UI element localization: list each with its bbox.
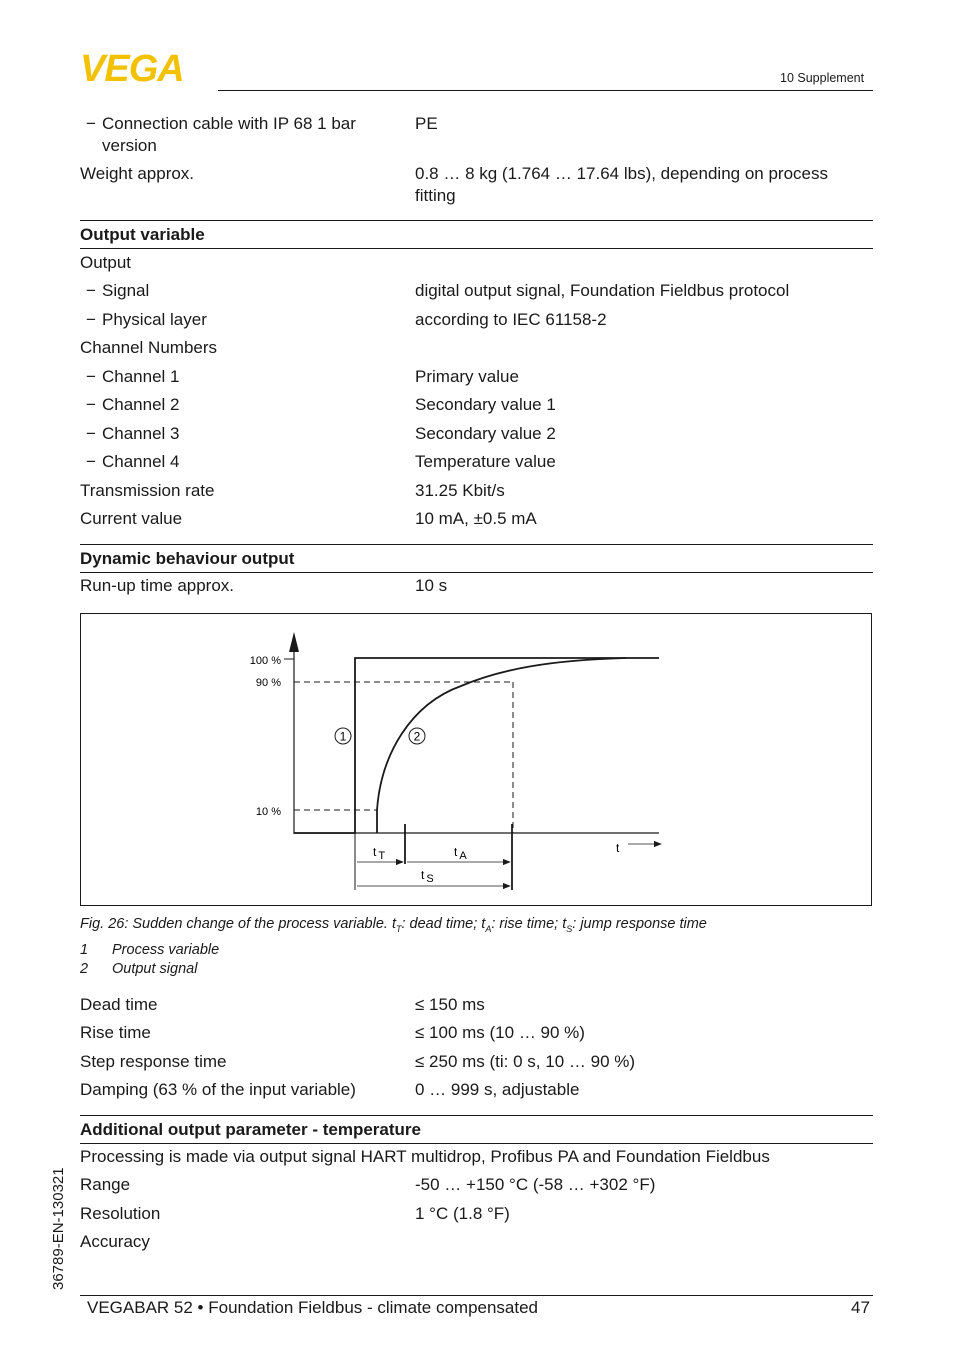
row-value: 1 °C (1.8 °F) [415,1204,510,1223]
row-label: − Signal [102,280,149,302]
t-axis-label: t [616,841,620,855]
row-value: -50 … +150 °C (-58 … +302 °F) [415,1175,656,1194]
section-rule [80,544,873,545]
label-tT: t T [373,845,386,862]
section-title-output: Output variable [80,225,205,244]
row-label: − Channel 2 [102,394,180,416]
row-value: ≤ 150 ms [415,995,485,1014]
section-title-dynamic: Dynamic behaviour output [80,549,295,568]
header-rule [218,90,873,91]
label-tS: t S [421,868,434,885]
tick-label-10: 10 % [255,806,281,818]
section-rule [80,1143,873,1144]
page-number: 47 [851,1298,870,1317]
section-title-temperature: Additional output parameter - temperature [80,1120,421,1139]
row-value: ≤ 250 ms (ti: 0 s, 10 … 90 %) [415,1052,636,1071]
document-code: 36789-EN-130321 [50,1167,67,1290]
row-value: according to IEC 61158-2 [415,310,607,329]
legend-item: 1 Process variable [80,942,220,958]
row-label: Resolution [80,1204,161,1223]
row-label: Rise time [80,1023,151,1042]
row-value: Secondary value 1 [415,395,556,414]
row-label: Current value [80,509,183,528]
row-label: − Channel 1 [102,366,180,388]
row-value: 10 mA, ±0.5 mA [415,509,537,528]
row-value: PE [415,114,438,133]
footer-product: VEGABAR 52 • Foundation Fieldbus - climate compensated [87,1298,539,1317]
row-value: Temperature value [415,452,556,471]
marker-2-label: 2 [413,729,421,744]
svg-text:VEGA: VEGA [80,50,184,84]
row-label: Accuracy [80,1232,150,1251]
row-label: Step response time [80,1052,227,1071]
row-value: 31.25 Kbit/s [415,481,505,500]
row-value: 0 … 999 s, adjustable [415,1080,580,1099]
row-label: Transmission rate [80,481,215,500]
row-value: Primary value [415,367,519,386]
row-value: ≤ 100 ms (10 … 90 %) [415,1023,585,1042]
row-label: Weight approx. [80,164,195,183]
row-label: − Physical layer [102,309,207,331]
section-rule [80,248,873,249]
step-response-diagram [80,613,872,906]
legend-item: 2 Output signal [80,961,198,977]
figure-caption: Fig. 26: Sudden change of the process variable. $t_T$: dead time; $t_A$: rise time; $t_S$: jump response time [80,916,707,934]
marker-1-label: 1 [339,729,347,744]
section-rule [80,1115,873,1116]
tick-label-100: 100 % [249,655,281,667]
row-value: Secondary value 2 [415,424,556,443]
row-value: digital output signal, Foundation Fieldbus protocol [415,281,790,300]
vega-logo [80,50,214,84]
row-label: Range [80,1175,131,1194]
row-label: − Channel 3 [102,423,180,445]
y-axis-arrow [289,632,299,652]
row-label: Run-up time approx. [80,576,235,595]
diagram-svg [81,614,871,905]
row-label: − Connection cable with IP 68 1 bar version [102,113,392,157]
row-label: − Channel 4 [102,451,180,473]
row-value: 0.8 … 8 kg (1.764 … 17.64 lbs), depending on process fitting [415,164,828,205]
row-value: 10 s [415,576,448,595]
tick-label-90: 90 % [255,677,281,689]
row-label: Output [80,253,132,272]
section-rule [80,572,873,573]
row-label: Dead time [80,995,158,1014]
row-label: Channel Numbers [80,338,218,357]
row-label: Damping (63 % of the input variable) [80,1080,356,1099]
section-label: 10 Supplement [780,71,865,85]
section-rule [80,220,873,221]
footer-rule [80,1295,873,1296]
row-label: Processing is made via output signal HART multidrop, Profibus PA and Foundation Fieldbus [80,1147,770,1166]
process-variable-curve [294,658,659,833]
label-tA: t A [454,845,467,862]
